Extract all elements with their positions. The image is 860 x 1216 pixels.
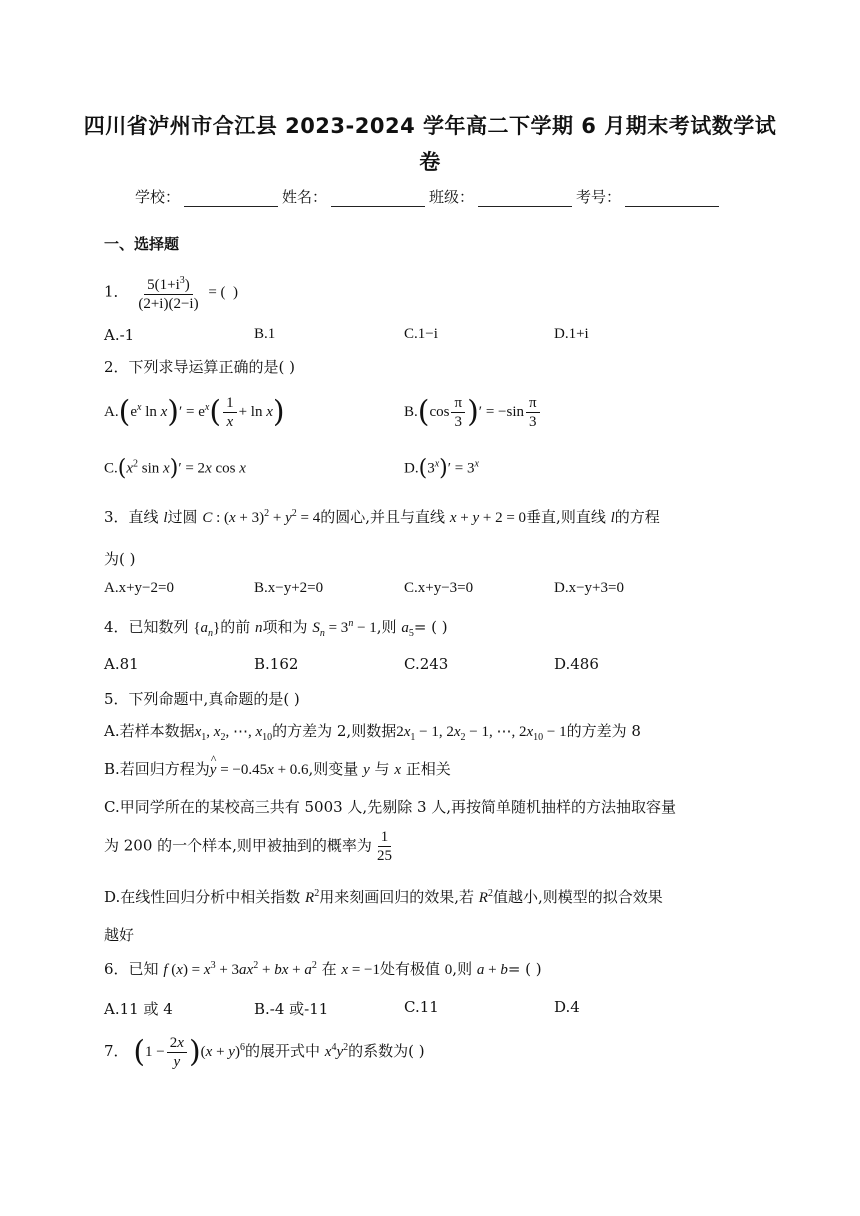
q5-a-text-3: 的方差为 8 bbox=[566, 722, 641, 740]
exam-title-line2: 卷 bbox=[419, 150, 441, 174]
q3-option-d: D.x−y+3=0 bbox=[554, 580, 624, 596]
class-blank bbox=[478, 192, 572, 207]
q3-text-4: 垂直,则直线 bbox=[526, 508, 606, 526]
q2-option-c: $C.(x^2$ sin x)′ = 2x cos x bbox=[104, 456, 246, 481]
q5-d-text-2: 用来刻画回归的效果,若 bbox=[319, 888, 474, 906]
q7-text-1: 的展开式中 bbox=[244, 1041, 320, 1060]
question-2-stem bbox=[104, 356, 295, 377]
q3-stem-line2: 为( ) bbox=[104, 550, 136, 568]
q3-option-c: C.x+y−3=0 bbox=[404, 580, 474, 596]
question-1-stem: 1． $\frac{5(1+i^3)}{(2+i)(2-i)}$ = ( ) bbox=[104, 272, 238, 313]
q4-text-4: ,则 bbox=[376, 618, 397, 636]
q5-option-a: A.若样本数据$x_1$, $x_2$, ⋯, $x_{10}$的方差为 2,则数据$2x_1 - 1$, $2x_2 - 1$, ⋯, $2x_{10} - 1$的方差为 8 bbox=[104, 722, 641, 743]
q6-text-1: 已知 bbox=[128, 960, 159, 978]
q5-b-text-2: ,则变量 bbox=[308, 760, 359, 778]
question-4-stem: 4．已知数列 $\{a_n\}$的前 n项和为 $S_n = 3^n - 1$,则 $a_5=$ ( ) bbox=[104, 618, 448, 639]
q5-option-c-line1: C.甲同学所在的某校高三共有 5003 人,先剔除 3 人,再按简单随机抽样的方法抽取容量 bbox=[104, 798, 677, 816]
question-number: 6． bbox=[104, 960, 129, 978]
class-label: 班级： bbox=[429, 188, 475, 206]
student-info-row bbox=[135, 186, 723, 207]
q5-b-text-4: 正相关 bbox=[405, 760, 451, 778]
exam-title-line1: 四川省泸州市合江县 2023-2024 学年高二下学期 6 月期末考试数学试 bbox=[83, 114, 777, 138]
q6-option-a: A.11 或 4 bbox=[104, 1000, 173, 1018]
q5-c-text-2: 为 200 的一个样本,则甲被抽到的概率为 bbox=[104, 836, 372, 855]
q4-text-1: 已知数列 bbox=[128, 618, 189, 636]
q1-option-c: C.1−i bbox=[404, 326, 438, 342]
q5-b-text-1: B.若回归方程为 bbox=[104, 760, 210, 778]
q2-option-b: B.(cos $\frac{\pi}{3}$ )′ = −sin $\frac{\pi}{3}$ bbox=[404, 394, 542, 431]
exam-number-label: 考号： bbox=[576, 188, 622, 206]
q3-text-3: 的圆心,并且与直线 bbox=[320, 508, 446, 526]
q3-text-1: 直线 bbox=[128, 508, 159, 526]
q5-option-b: B.若回归方程为^ y = −0.45x + 0.6,则变量 y 与 x 正相关 bbox=[104, 758, 451, 779]
q6-text-5: = ( ) bbox=[507, 960, 542, 978]
q4-text-3: 项和为 bbox=[262, 618, 308, 636]
q2-stem-text: 下列求导运算正确的是( ) bbox=[128, 358, 296, 376]
q6-text-3: 处有极值 bbox=[380, 960, 441, 978]
q5-a-text-2: 的方差为 2,则数据 bbox=[272, 722, 397, 740]
question-7-stem: 7． (1 − $\frac{2x}{y}$ )$(x + y)^6$的展开式中 $x^4y^2$的系数为( ) bbox=[104, 1034, 425, 1070]
exam-number-blank bbox=[625, 192, 719, 207]
q6-option-c: C.11 bbox=[404, 998, 439, 1016]
name-blank bbox=[331, 192, 425, 207]
q5-d-text-3: 值越小,则模型的拟合效果 bbox=[492, 888, 663, 906]
q5-b-text-3: 与 bbox=[374, 760, 390, 778]
q4-option-a: A.81 bbox=[104, 655, 139, 673]
q1-fraction: $\frac{5(1+i^3)}{(2+i)(2-i)}$ bbox=[135, 272, 201, 313]
q1-option-b: B.1 bbox=[254, 326, 276, 342]
question-number: 5． bbox=[104, 690, 129, 708]
q4-option-c: C.243 bbox=[404, 655, 449, 673]
q6-option-d: D.4 bbox=[554, 998, 580, 1016]
question-number: 4． bbox=[104, 618, 129, 636]
question-number: 3． bbox=[104, 508, 129, 526]
question-5-stem bbox=[104, 688, 300, 709]
q5-option-c-line2: 为 200 的一个样本,则甲被抽到的概率为 $\frac{1}{25}$ bbox=[104, 829, 392, 864]
q6-text-4: ,则 bbox=[452, 960, 473, 978]
q5-a-text-1: A.若样本数据 bbox=[104, 722, 195, 740]
q1-option-d: D.1+i bbox=[554, 326, 589, 342]
q4-text-5: = ( ) bbox=[413, 618, 448, 636]
school-label: 学校： bbox=[135, 188, 181, 206]
q4-option-b: B.162 bbox=[254, 655, 299, 673]
q5-option-d-line1: D.在线性回归分析中相关指数 $R^2$用来刻画回归的效果,若 $R^2$值越小,则模型的拟合效果 bbox=[104, 888, 663, 906]
question-3-stem: 3．直线 l过圆 C : $(x + 3)^2 + y^2 = 4$的圆心,并且与直线 x + y + 2 = 0垂直,则直线 l的方程 bbox=[104, 508, 660, 526]
q3-text-5: 的方程 bbox=[614, 508, 660, 526]
q3-option-b: B.x−y+2=0 bbox=[254, 580, 324, 596]
question-number: 7． bbox=[104, 1041, 129, 1060]
q5-stem-text: 下列命题中,真命题的是( ) bbox=[128, 690, 300, 708]
q3-option-a: A.x+y−2=0 bbox=[104, 580, 174, 596]
section-title: 一、选择题 bbox=[104, 235, 180, 253]
q5-d-text-1: D.在线性回归分析中相关指数 bbox=[104, 888, 301, 906]
q6-option-b: B.-4 或-11 bbox=[254, 1000, 329, 1018]
q4-option-d: D.486 bbox=[554, 655, 599, 673]
q2-option-a: $A.(e^x$ $\ln x)' = e^x$( $\frac{1}{x}$ + ln x) bbox=[104, 394, 285, 430]
q3-text-2: 过圆 bbox=[167, 508, 198, 526]
school-blank bbox=[184, 192, 278, 207]
q6-text-2: 在 bbox=[321, 960, 337, 978]
q2-option-d: $D.(3^x)' = 3^x$ bbox=[404, 456, 479, 481]
q5-option-d-line2: 越好 bbox=[104, 926, 135, 944]
question-6-stem: 6．已知 f $(x) = x^3 + 3ax^2$ + bx + $a^2$ 在 x = −1处有极值 0,则 a + b= ( ) bbox=[104, 960, 542, 978]
name-label: 姓名： bbox=[282, 188, 328, 206]
question-number: 1． bbox=[104, 282, 129, 301]
q4-text-2: 的前 bbox=[220, 618, 251, 636]
q7-text-2: 的系数为( ) bbox=[348, 1041, 425, 1060]
q1-option-a: A.-1 bbox=[104, 326, 135, 344]
question-number: 2． bbox=[104, 358, 129, 376]
